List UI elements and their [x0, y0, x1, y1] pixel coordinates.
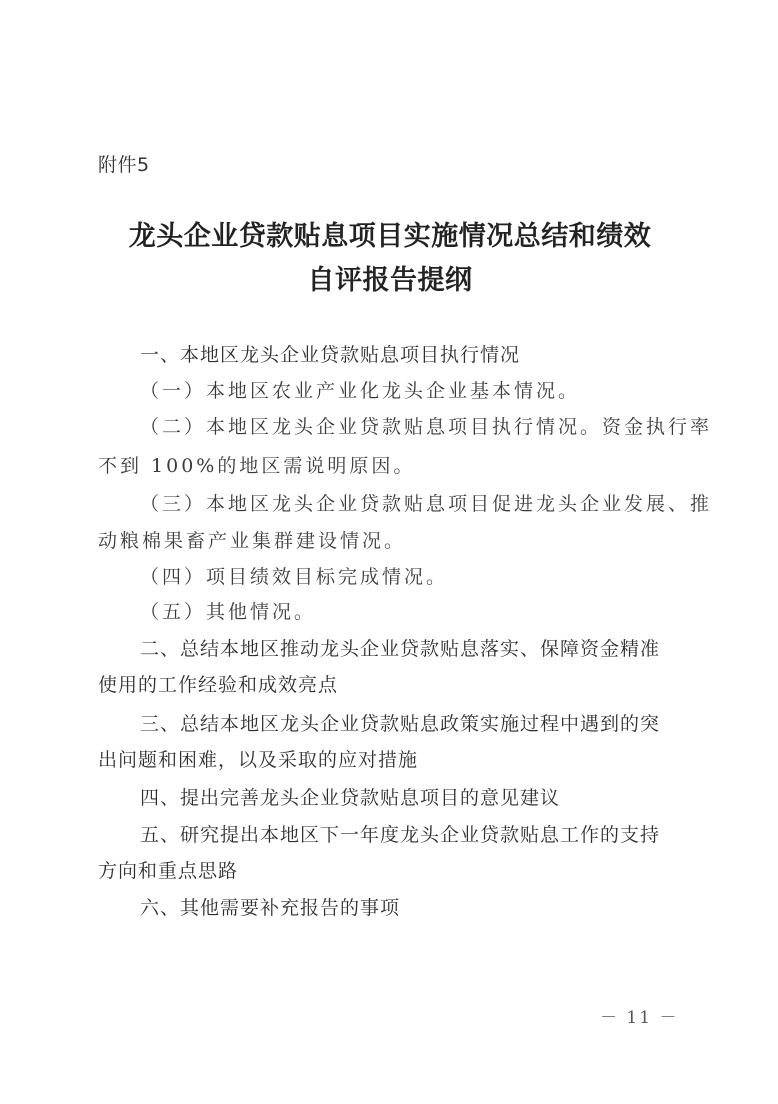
section-2-line-2: 使用的工作经验和成效亮点 — [98, 674, 339, 696]
attachment-label: 附件5 — [98, 154, 150, 176]
title-line-2: 自评报告提纲 — [307, 265, 473, 296]
section-6: 六、其他需要补充报告的事项 — [140, 897, 401, 919]
section-5-line-2: 方向和重点思路 — [98, 860, 239, 882]
page-number: － 11 － — [600, 1008, 679, 1028]
title-line-1: 龙头企业贷款贴息项目实施情况总结和绩效 — [128, 221, 652, 252]
section-1-heading: 一、本地区龙头企业贷款贴息项目执行情况 — [140, 344, 521, 366]
section-1-item-3-line-2: 动粮棉果畜产业集群建设情况。 — [98, 530, 407, 552]
document-title — [80, 215, 700, 303]
section-1-item-3-line-1: （三）本地区龙头企业贷款贴息项目促进龙头企业发展、推 — [140, 493, 713, 515]
section-1-item-5: （五）其他情况。 — [140, 601, 317, 623]
section-5-line-1: 五、研究提出本地区下一年度龙头企业贷款贴息工作的支持 — [140, 824, 661, 846]
section-4: 四、提出完善龙头企业贷款贴息项目的意见建议 — [140, 787, 561, 809]
section-1-item-4: （四）项目绩效目标完成情况。 — [140, 566, 449, 588]
section-3-line-2: 出问题和困难，以及采取的应对措施 — [98, 749, 419, 771]
section-1-item-2-line-1: （二）本地区龙头企业贷款贴息项目执行情况。资金执行率 — [140, 416, 713, 438]
section-1-item-1: （一）本地区农业产业化龙头企业基本情况。 — [140, 380, 581, 402]
section-2-line-1: 二、总结本地区推动龙头企业贷款贴息落实、保障资金精准 — [140, 638, 661, 660]
section-3-line-1: 三、总结本地区龙头企业贷款贴息政策实施过程中遇到的突 — [140, 713, 661, 735]
section-1-item-2-line-2: 不到 100%的地区需说明原因。 — [98, 455, 416, 477]
